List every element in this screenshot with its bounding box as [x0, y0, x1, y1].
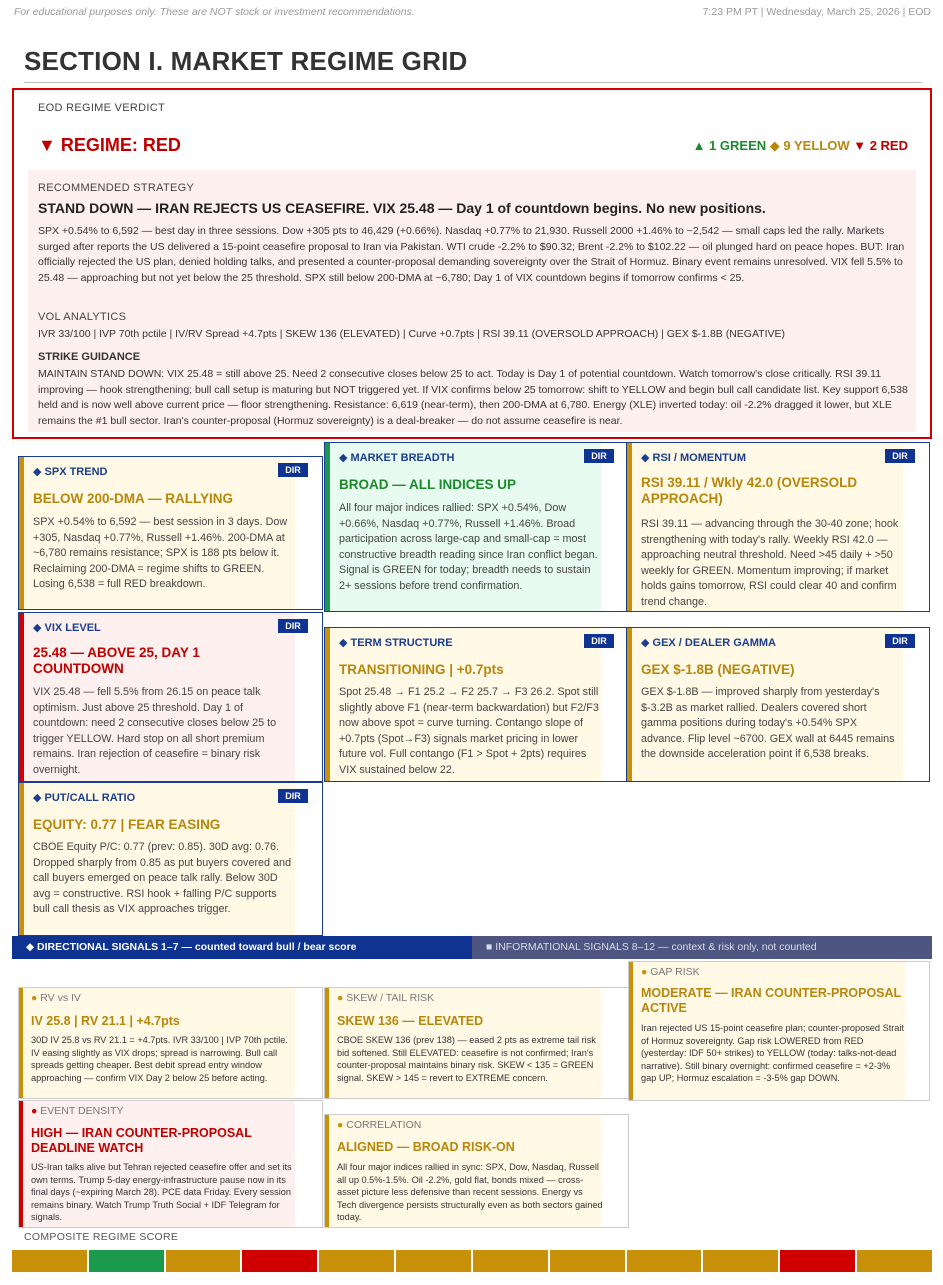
score-cell-yellow — [857, 1250, 932, 1272]
card-headline: BELOW 200-DMA — RALLYING — [33, 491, 234, 506]
dir-badge: DIR — [885, 449, 915, 463]
card-body: VIX 25.48 — fell 5.5% from 26.15 on peace talk optimism. Just above 25 threshold. Day 1 of countdown: need 2 consecutive closes below 25 to trigger YELLOW. Hard stop on all short premium remains. Iran rejection of ceasefire = binary risk overnight. — [33, 686, 277, 776]
title-divider — [24, 82, 922, 83]
market-breadth-card — [324, 442, 629, 612]
card-headline: RSI 39.11 / Wkly 42.0 (OVERSOLD APPROACH) — [641, 475, 858, 506]
score-cell-yellow — [703, 1250, 778, 1272]
card-title: ◆ PUT/CALL RATIO — [33, 792, 136, 804]
term-structure-card — [324, 627, 629, 782]
score-cell-yellow — [550, 1250, 625, 1272]
vol-analytics-body: IVR 33/100 | IVP 70th pctile | IV/RV Spread +4.7pts | SKEW 136 (ELEVATED) | Curve +0.7pts | RSI 39.11 (OVERSOLD APPROACH) | GEX $-1.8B (NEGATIVE) — [38, 328, 786, 340]
card-title: ◆ TERM STRUCTURE — [339, 637, 453, 649]
rsi-momentum-card — [626, 442, 930, 612]
section-title: SECTION I. MARKET REGIME GRID — [24, 46, 468, 76]
score-cell-yellow — [166, 1250, 241, 1272]
red-count: ▼ 2 RED — [853, 138, 908, 153]
status-bar — [19, 988, 23, 1098]
score-cell-red — [242, 1250, 317, 1272]
strategy-body: SPX +0.54% to 6,592 — best day in three sessions. Dow +305 pts to 46,429 (+0.66%). Nasdaq +0.77% to 21,930. Russell 2000 +1.46% to ~2,542 — small caps led the rally. Markets surged after reports the US delivered a 15-point ceasefire proposal to Iran via Pakistan. WTI crude -2.2% to $90.32; Brent -2.2% to $102.22 — oil plunged hard on peace hopes. BUT: Iran officially rejected the US plan, denied holding talks, and presented a counter-proposal demanding sovereignty over the Strait of Hormuz. Binary event remains unresolved. VIX fell 5.5% to 25.48 — approaching but not yet below the 25 threshold. SPX still below 200-DMA at ~6,780; Day 1 of VIX countdown begins if tomorrow confirms < 25. — [38, 225, 905, 284]
strike-guidance-label: STRIKE GUIDANCE — [38, 351, 141, 363]
card-title: ● EVENT DENSITY — [31, 1105, 124, 1117]
put-call-ratio-card — [18, 782, 323, 936]
card-title: ● GAP RISK — [641, 966, 700, 978]
card-body: GEX $-1.8B — improved sharply from yesterday's $-3.2B as market rallied. Dealers covered short gamma positions during today's +0.54% SPX advance. Flip level ~6700. GEX wall at 6445 remains the downside acceleration point if 6,538 breaks. — [641, 686, 895, 761]
regime-status: ▼ REGIME: RED — [38, 135, 181, 155]
status-bar — [19, 613, 24, 781]
verdict-label: EOD REGIME VERDICT — [38, 102, 166, 114]
card-headline: SKEW 136 — ELEVATED — [337, 1014, 484, 1028]
dir-badge: DIR — [584, 634, 614, 648]
score-cell-yellow — [396, 1250, 471, 1272]
strategy-label: RECOMMENDED STRATEGY — [38, 182, 195, 194]
card-title: ◆ MARKET BREADTH — [339, 452, 455, 464]
card-headline: 25.48 — ABOVE 25, DAY 1 COUNTDOWN — [33, 645, 200, 676]
dir-badge: DIR — [278, 463, 308, 477]
card-body: 30D IV 25.8 vs RV 21.1 = +4.7pts. IVR 33/100 | IVP 70th pctile. IV easing slightly as VIX drops; spread is narrowing. Bull call spreads getting cheaper. Best debit spread entry window approaching — confirm VIX Day 2 below 25 before acting. — [31, 1035, 288, 1083]
card-headline: IV 25.8 | RV 21.1 | +4.7pts — [31, 1014, 180, 1028]
card-headline: BROAD — ALL INDICES UP — [339, 477, 517, 492]
card-body: Spot 25.48 → F1 25.2 → F2 25.7 → F3 26.2. Spot still slightly above F1 (near-term backwardation) but F2/F3 now above spot = curve turning. Contango slope of +0.7pts (Spot→F3) signals market pricing in lower future vol. Full contango (F1 > Spot + 2pts) requires VIX sustained below 22. — [339, 686, 599, 776]
card-headline: TRANSITIONING | +0.7pts — [339, 662, 504, 677]
score-cell-yellow — [319, 1250, 394, 1272]
strategy-headline: STAND DOWN — IRAN REJECTS US CEASEFIRE. VIX 25.48 — Day 1 of countdown begins. No new positions. — [38, 200, 766, 216]
card-headline: GEX $-1.8B (NEGATIVE) — [641, 662, 795, 677]
informational-signals-banner: ■ INFORMATIONAL SIGNALS 8–12 — context & risk only, not counted — [472, 936, 932, 959]
gap-risk-card — [628, 961, 930, 1101]
skew-tail-risk-card — [324, 987, 629, 1099]
card-title: ◆ SPX TREND — [33, 466, 108, 478]
score-cell-green — [89, 1250, 164, 1272]
card-headline: EQUITY: 0.77 | FEAR EASING — [33, 817, 221, 832]
disclaimer: For educational purposes only. These are NOT stock or investment recommendations. — [14, 6, 415, 18]
green-count: ▲ 1 GREEN — [692, 138, 767, 153]
directional-signals-banner: ◆ DIRECTIONAL SIGNALS 1–7 — counted toward bull / bear score — [12, 936, 472, 959]
card-title: ● RV vs IV — [31, 992, 81, 1004]
dir-badge: DIR — [278, 789, 308, 803]
signal-counts — [693, 138, 908, 154]
regime-verdict-panel — [12, 88, 932, 439]
card-body: CBOE Equity P/C: 0.77 (prev: 0.85). 30D avg: 0.76. Dropped sharply from 0.85 as put buyers covered and call buyers emerged on peace talk rally. Below 30D avg = constructive. RSI hook + falling P/C supports bull call thesis as VIX approaches trigger. — [33, 841, 292, 916]
correlation-card — [324, 1114, 629, 1228]
status-bar — [325, 988, 329, 1098]
card-title: ● CORRELATION — [337, 1119, 422, 1131]
card-title: ◆ VIX LEVEL — [33, 622, 101, 634]
status-bar — [19, 783, 24, 935]
status-bar — [325, 1115, 329, 1227]
strategy-box — [28, 170, 916, 432]
card-body: All four major indices rallied in sync: SPX, Dow, Nasdaq, Russell all up 0.5%-1.5%. Oil -2.2%, gold flat, bonds mixed — cross-asset picture less defensive than recent sessions. Energy vs Tech divergence persists structurally even as both sectors gained today. — [337, 1162, 603, 1223]
card-title: ● SKEW / TAIL RISK — [337, 992, 435, 1004]
gex-dealer-gamma-card — [626, 627, 930, 782]
composite-score-bar — [12, 1250, 932, 1272]
top-bar — [0, 0, 943, 24]
status-bar — [19, 457, 24, 609]
composite-score-label: COMPOSITE REGIME SCORE — [24, 1231, 179, 1243]
status-bar — [627, 628, 632, 781]
strike-guidance-body: MAINTAIN STAND DOWN: VIX 25.48 = still above 25. Need 2 consecutive closes below 25 to act. Today is Day 1 of potential countdown. Watch tomorrow's close critically. RSI 39.11 improving — hook strengthening; bull call setup is maturing but NOT triggered yet. If VIX confirms below 25 tomorrow: shift to YELLOW and begin bull call candidate list. Key support 6,538 held and is now well above current price — floor strengthening. Resistance: 6,619 (near-term), then 200-DMA at 6,780. Energy (XLE) inverted today: oil -2.2% dragged it lower, but XLE remains the #1 bull sector. Iran's counter-proposal (Hormuz sovereignty) is a deal-breaker — do not assume ceasefire is near. — [38, 368, 908, 427]
rv-vs-iv-card — [18, 987, 323, 1099]
status-bar — [19, 1101, 23, 1227]
card-body: US-Iran talks alive but Tehran rejected ceasefire offer and set its own terms. Trump 5-day energy-infrastructure pause now in its final days (~expiring March 28). PCE data Friday. Every session remains binary. Watch Trump Truth Social + IDF Telegram for signals. — [31, 1162, 292, 1223]
status-bar — [629, 962, 633, 1100]
card-body: All four major indices rallied: SPX +0.54%, Dow +0.66%, Nasdaq +0.77%, Russell +1.46%. Broad participation across large-cap and small-cap = most constructive breadth reading since Iran conflict began. Signal is GREEN for today; breadth needs to sustain 2+ sessions before trend confirmation. — [339, 502, 598, 592]
status-bar — [325, 443, 330, 611]
card-headline: HIGH — IRAN COUNTER-PROPOSAL DEADLINE WATCH — [31, 1126, 252, 1155]
score-cell-yellow — [12, 1250, 87, 1272]
card-body: SPX +0.54% to 6,592 — best session in 3 days. Dow +305, Nasdaq +0.77%, Russell +1.46%. 200-DMA at ~6,780 remains resistance; SPX is 188 pts below it. Reclaiming 200-DMA = regime shifts to GREEN. Losing 6,538 = full RED breakdown. — [33, 516, 288, 591]
score-cell-yellow — [473, 1250, 548, 1272]
yellow-count: ◆ 9 YELLOW — [769, 138, 850, 153]
score-cell-yellow — [627, 1250, 702, 1272]
dir-badge: DIR — [278, 619, 308, 633]
vol-analytics-label: VOL ANALYTICS — [38, 311, 127, 323]
dir-badge: DIR — [885, 634, 915, 648]
card-headline: ALIGNED — BROAD RISK-ON — [337, 1140, 515, 1154]
timestamp: 7:23 PM PT | Wednesday, March 25, 2026 | EOD — [702, 6, 931, 18]
card-title: ◆ GEX / DEALER GAMMA — [641, 637, 776, 649]
event-density-card — [18, 1100, 323, 1228]
card-headline: MODERATE — IRAN COUNTER-PROPOSAL ACTIVE — [641, 986, 901, 1015]
vix-level-card — [18, 612, 323, 782]
card-body: CBOE SKEW 136 (prev 138) — eased 2 pts as extreme tail risk bid softened. Still ELEVATED: ceasefire is not confirmed; Iran's counter-proposal maintains binary risk. SKEW < 135 = GREEN signal. SKEW > 145 = revert to EXTREME concern. — [337, 1035, 596, 1083]
status-bar — [325, 628, 330, 781]
card-body: RSI 39.11 — advancing through the 30-40 zone; hook strengthening with today's rally. Weekly RSI 42.0 — approaching neutral threshold. Need >45 daily + >50 weekly for GREEN. Momentum improving; if market holds gains tomorrow, RSI could clear 40 and confirm trend change. — [641, 518, 899, 608]
dir-badge: DIR — [584, 449, 614, 463]
card-title: ◆ RSI / MOMENTUM — [641, 452, 747, 464]
status-bar — [627, 443, 632, 611]
score-cell-red — [780, 1250, 855, 1272]
card-body: Iran rejected US 15-point ceasefire plan; counter-proposed Strait of Hormuz sovereignty. Gap risk LOWERED from RED (yesterday: IDF 50+ strikes) to YELLOW (today: talks-not-dead narrative). Still binary overnight: confirmed ceasefire = +2-3% gap UP; Hormuz escalation = -3-5% gap DOWN. — [641, 1023, 905, 1084]
spx-trend-card — [18, 456, 323, 610]
